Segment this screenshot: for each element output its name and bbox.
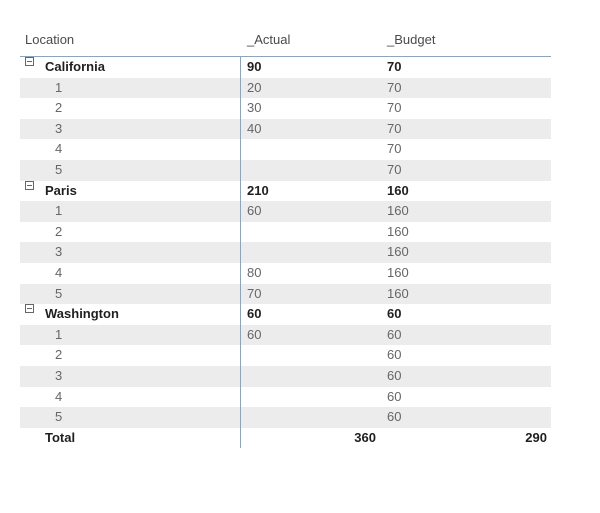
row-label: 5: [55, 161, 63, 177]
table-row: [20, 78, 551, 99]
row-label: 2: [55, 100, 63, 116]
collapse-icon[interactable]: [25, 304, 34, 313]
row-label: 1: [55, 79, 63, 95]
row-actual: 60: [247, 203, 262, 219]
total-budget: 290: [525, 429, 547, 445]
group-actual: 60: [247, 306, 262, 322]
row-actual: 30: [247, 100, 262, 116]
table-row: [20, 345, 551, 366]
group-row-washington: [20, 304, 551, 325]
row-label: 2: [55, 223, 63, 239]
table-row: [20, 119, 551, 140]
group-budget: 70: [387, 59, 402, 74]
collapse-icon[interactable]: [25, 57, 34, 66]
table-row: [20, 160, 551, 181]
row-budget: 60: [387, 367, 402, 383]
group-name: Washington: [45, 306, 119, 322]
total-label: Total: [45, 429, 76, 445]
row-budget: 70: [387, 161, 402, 177]
header-location[interactable]: Location: [25, 32, 75, 47]
row-label: 5: [55, 409, 63, 425]
row-label: 4: [55, 264, 63, 280]
table-row: [20, 387, 551, 408]
group-name: California: [45, 59, 105, 74]
column-divider: [240, 57, 241, 448]
table-row: [20, 139, 551, 160]
row-budget: 60: [387, 347, 402, 363]
row-label: 2: [55, 347, 63, 363]
row-actual: 20: [247, 79, 262, 95]
table-row: [20, 201, 551, 222]
matrix-visual: [20, 26, 551, 448]
table-row: [20, 325, 551, 346]
row-budget: 60: [387, 388, 402, 404]
row-budget: 160: [387, 203, 409, 219]
row-label: 4: [55, 141, 63, 157]
row-actual: 70: [247, 285, 262, 301]
group-budget: 160: [387, 182, 409, 198]
group-actual: 90: [247, 59, 262, 74]
row-actual: 40: [247, 120, 262, 136]
total-actual: 360: [354, 429, 376, 445]
column-header-row: [20, 26, 551, 57]
table-row: [20, 263, 551, 284]
table-row: [20, 242, 551, 263]
row-label: 1: [55, 203, 63, 219]
matrix-body: [20, 57, 551, 448]
row-budget: 70: [387, 141, 402, 157]
header-actual[interactable]: _Actual: [247, 32, 291, 47]
row-label: 5: [55, 285, 63, 301]
group-actual: 210: [247, 182, 269, 198]
header-budget[interactable]: _Budget: [387, 32, 436, 47]
row-label: 3: [55, 244, 63, 260]
row-label: 1: [55, 326, 63, 342]
group-row-california: [20, 57, 551, 78]
row-budget: 70: [387, 79, 402, 95]
table-row: [20, 366, 551, 387]
table-row: [20, 222, 551, 243]
table-row: [20, 407, 551, 428]
row-budget: 60: [387, 326, 402, 342]
group-row-paris: [20, 181, 551, 202]
row-budget: 160: [387, 264, 409, 280]
table-row: [20, 284, 551, 305]
row-actual: 60: [247, 326, 262, 342]
row-budget: 70: [387, 120, 402, 136]
group-name: Paris: [45, 182, 77, 198]
group-budget: 60: [387, 306, 402, 322]
row-actual: 80: [247, 264, 262, 280]
total-row: [20, 428, 551, 449]
row-label: 4: [55, 388, 63, 404]
row-budget: 160: [387, 285, 409, 301]
row-budget: 160: [387, 223, 409, 239]
row-label: 3: [55, 367, 63, 383]
table-row: [20, 98, 551, 119]
row-budget: 70: [387, 100, 402, 116]
row-budget: 60: [387, 409, 402, 425]
row-budget: 160: [387, 244, 409, 260]
collapse-icon[interactable]: [25, 181, 34, 190]
row-label: 3: [55, 120, 63, 136]
